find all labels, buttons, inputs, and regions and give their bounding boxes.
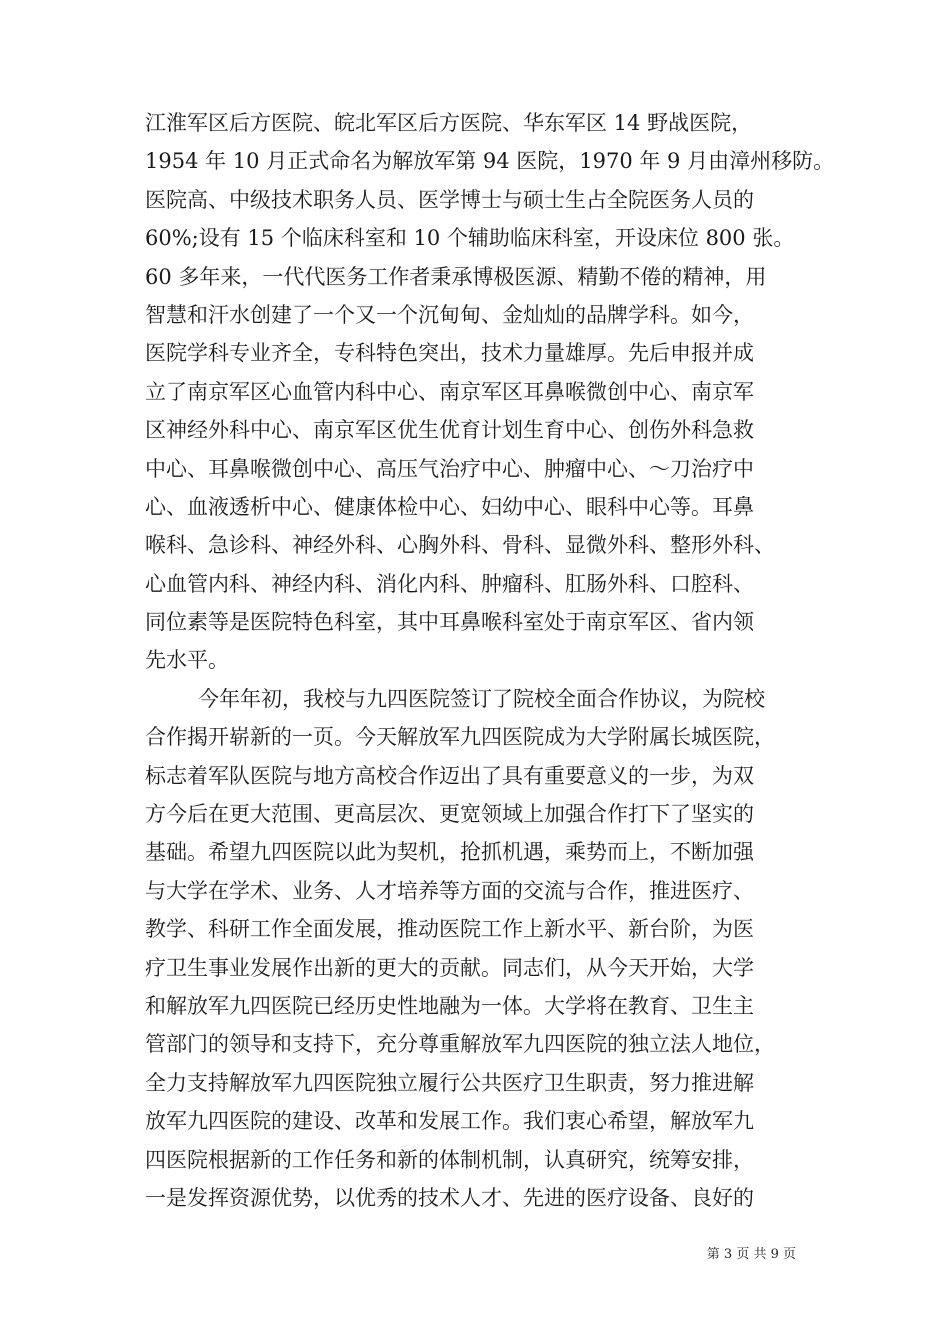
text-line: 立了南京军区心血管内科中心、南京军区耳鼻喉微创中心、南京军 (145, 379, 754, 404)
text-line: 四医院根据新的工作任务和新的体制机制，认真研究，统筹安排， (145, 1147, 754, 1172)
text-line: 1954 年 10 月正式命名为解放军第 94 医院，1970 年 9 月由漳州移防。 (145, 149, 835, 174)
text-line: 标志着军队医院与地方高校合作迈出了具有重要意义的一步，为双 (145, 763, 754, 788)
text-line: 先水平。 (145, 648, 229, 673)
text-line: 医院高、中级技术职务人员、医学博士与硕士生占全院医务人员的 (145, 187, 754, 212)
text-line: 基础。希望九四医院以此为契机，抢抓机遇，乘势而上，不断加强 (145, 840, 754, 865)
text-line: 中心、耳鼻喉微创中心、高压气治疗中心、肿瘤中心、～刀治疗中 (145, 456, 754, 481)
text-line: 管部门的领导和支持下，充分尊重解放军九四医院的独立法人地位， (145, 1032, 775, 1057)
text-line: 60%;设有 15 个临床科室和 10 个辅助临床科室，开设床位 800 张。 (145, 226, 795, 251)
text-line: 喉科、急诊科、神经外科、心胸外科、骨科、显微外科、整形外科、 (145, 533, 775, 558)
text-line: 江淮军区后方医院、皖北军区后方医院、华东军区 14 野战医院， (145, 111, 753, 135)
document-body (145, 104, 835, 1217)
text-line: 智慧和汗水创建了一个又一个沉甸甸、金灿灿的品牌学科。如今， (145, 302, 754, 327)
text-line: 合作揭开崭新的一页。今天解放军九四医院成为大学附属长城医院， (145, 725, 775, 750)
text-line: 心、血液透析中心、健康体检中心、妇幼中心、眼科中心等。耳鼻 (145, 494, 754, 519)
text-line: 和解放军九四医院已经历史性地融为一体。大学将在教育、卫生主 (145, 993, 754, 1018)
text-line: 医院学科专业齐全，专科特色突出，技术力量雄厚。先后申报并成 (145, 341, 754, 366)
text-line: 一是发挥资源优势，以优秀的技术人才、先进的医疗设备、良好的 (145, 1185, 754, 1210)
text-line: 与大学在学术、业务、人才培养等方面的交流与合作，推进医疗、 (145, 878, 754, 903)
text-line: 区神经外科中心、南京军区优生优育计划生育中心、创伤外科急救 (145, 418, 754, 443)
text-line: 60 多年来，一代代医务工作者秉承博极医源、精勤不倦的精神，用 (145, 264, 767, 289)
paragraph-start-line: 今年年初，我校与九四医院签订了院校全面合作协议，为院校 (198, 686, 765, 711)
text-line: 教学、科研工作全面发展，推动医院工作上新水平、新台阶，为医 (145, 917, 754, 942)
text-line: 放军九四医院的建设、改革和发展工作。我们衷心希望，解放军九 (145, 1109, 754, 1134)
text-line: 同位素等是医院特色科室，其中耳鼻喉科室处于南京军区、省内领 (145, 610, 754, 635)
text-line: 全力支持解放军九四医院独立履行公共医疗卫生职责，努力推进解 (145, 1070, 754, 1095)
text-line: 疗卫生事业发展作出新的更大的贡献。同志们，从今天开始，大学 (145, 955, 754, 980)
page-number: 第 3 页 共 9 页 (706, 1247, 796, 1262)
text-line: 方今后在更大范围、更高层次、更宽领域上加强合作打下了坚实的 (145, 802, 754, 827)
text-line: 心血管内科、神经内科、消化内科、肿瘤科、肛肠外科、口腔科、 (145, 571, 754, 596)
